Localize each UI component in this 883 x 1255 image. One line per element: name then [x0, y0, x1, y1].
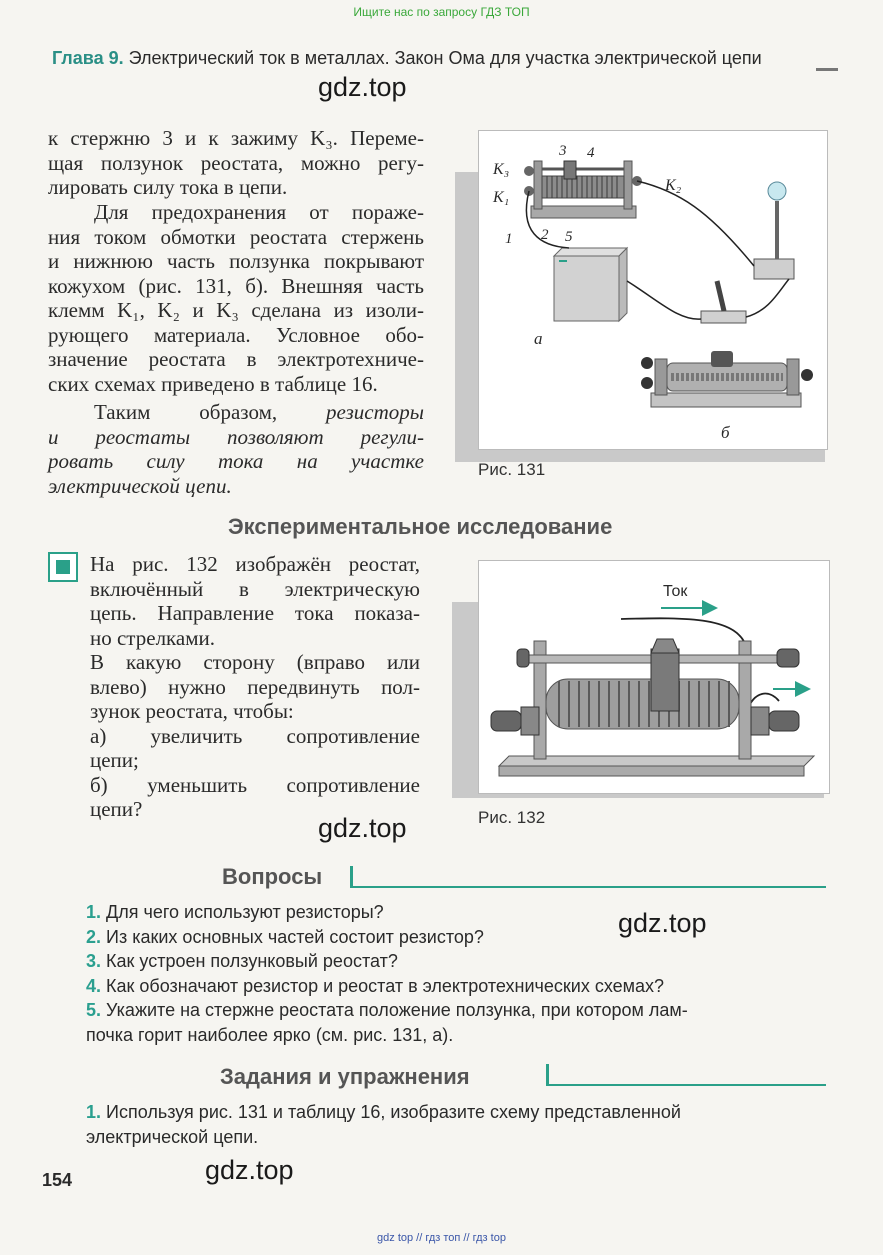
text-line: значение реостата в электротехниче-	[48, 347, 424, 371]
text-line: электрической цепи.	[48, 473, 232, 498]
text-line: кожухом (рис. 131, б). Внешняя часть	[48, 273, 424, 298]
item-number: 3.	[86, 951, 102, 971]
item-text: Используя рис. 131 и таблицу 16, изобразите схему представленной	[106, 1102, 681, 1122]
figure-131-caption: Рис. 131	[478, 460, 546, 479]
item-number: 2.	[86, 926, 102, 947]
list-item	[86, 998, 831, 1023]
text-line: но стрелками.	[90, 625, 216, 650]
label-5: 5	[565, 229, 573, 245]
experiment-text	[90, 552, 420, 822]
figure-131	[478, 130, 828, 450]
text-line: щая ползунок реостата, можно регу-	[48, 150, 424, 175]
figure-131-illustration	[479, 131, 827, 449]
list-item	[86, 1100, 831, 1125]
chapter-title: Электрический ток в металлах. Закон Ома для участка электрической цепи	[128, 48, 762, 68]
questions-heading: Вопросы	[222, 864, 323, 889]
item-number: 4.	[86, 975, 102, 996]
questions-list	[86, 900, 831, 1047]
item-text: Для чего используют резисторы?	[106, 902, 384, 922]
label-3: 3	[559, 143, 567, 159]
watermark: gdz.top	[318, 72, 407, 102]
label-a: а	[534, 329, 543, 348]
text-line: б) уменьшить сопротивление	[90, 772, 420, 797]
page-number: 154	[42, 1170, 73, 1190]
item-text: Из каких основных частей состоит резистор?	[106, 926, 484, 947]
chapter-label: Глава 9.	[52, 48, 124, 68]
tasks-heading: Задания и упражнения	[220, 1064, 470, 1089]
item-number: 1.	[86, 1102, 102, 1122]
text-line: цепи?	[90, 797, 143, 821]
text-line: ния током обмотки реостата стержень	[48, 224, 424, 249]
list-item	[86, 925, 831, 950]
experiment-heading: Экспериментальное исследование	[228, 514, 613, 539]
text-line: включённый в электрическую	[90, 576, 420, 601]
label-1: 1	[505, 231, 513, 247]
figure-132-illustration	[479, 561, 829, 793]
label-k2: K₂	[665, 177, 682, 194]
item-text: Укажите на стержне реостата положение ползунка, при котором лам-	[106, 1000, 688, 1020]
heading-rule	[350, 866, 353, 888]
italic-text: резисторы	[326, 400, 424, 424]
text-line: клемм K₁, K₂ и K₃ сделана из изоли-	[48, 298, 424, 322]
tasks-list	[86, 1100, 831, 1149]
experiment-icon	[48, 552, 78, 582]
figure-132	[478, 560, 830, 794]
heading-rule	[350, 886, 826, 888]
paragraph-2	[48, 200, 424, 396]
item-text: Как обозначают резистор и реостат в электротехнических схемах?	[106, 975, 665, 996]
list-item-continuation: почка горит наиболее ярко (см. рис. 131, а).	[86, 1024, 454, 1045]
list-item	[86, 900, 831, 925]
watermark: gdz.top	[318, 813, 407, 843]
label-4: 4	[587, 145, 595, 161]
search-banner: Ищите нас по запросу ГДЗ ТОП	[353, 5, 530, 19]
label-b: б	[721, 423, 730, 442]
text-line: ровать силу тока на участке	[48, 449, 424, 473]
heading-rule	[546, 1084, 826, 1086]
label-2: 2	[541, 227, 549, 243]
text-line: а) увеличить сопротивление	[90, 723, 420, 748]
text-line: к стержню 3 и к зажиму K₃. Переме-	[48, 126, 424, 150]
list-item	[86, 974, 831, 999]
watermark: gdz.top	[618, 908, 707, 938]
figure-132-caption: Рис. 132	[478, 808, 546, 827]
paragraph-1	[48, 126, 424, 200]
text-line	[48, 400, 424, 425]
label-k3: K₃	[493, 161, 510, 178]
item-number: 5.	[86, 1000, 102, 1020]
footer-links[interactable]: gdz top // гдз топ // гдз top	[377, 1232, 506, 1244]
text-line: и реостаты позволяют регули-	[48, 424, 424, 449]
label-k1: K₁	[493, 189, 510, 206]
list-item-continuation: электрической цепи.	[86, 1126, 259, 1147]
item-text: Как устроен ползунковый реостат?	[106, 951, 398, 971]
text-line: лировать силу тока в цепи.	[48, 175, 288, 199]
text-line: цепи;	[90, 748, 139, 772]
watermark: gdz.top	[205, 1155, 294, 1185]
plain-text: Таким образом,	[94, 400, 278, 424]
list-item	[86, 949, 831, 974]
current-label: Ток	[663, 583, 688, 600]
text-line: На рис. 132 изображён реостат,	[90, 552, 420, 576]
text-line: Для предохранения от пораже-	[94, 200, 424, 224]
item-number: 1.	[86, 902, 102, 922]
text-line: рующего материала. Условное обо-	[48, 322, 424, 347]
text-line: влево) нужно передвинуть пол-	[90, 674, 420, 699]
heading-rule	[546, 1064, 549, 1086]
text-line: ских схемах приведено в таблице 16.	[48, 371, 378, 396]
text-line: цепь. Направление тока показа-	[90, 601, 420, 625]
chapter-header	[52, 48, 837, 69]
text-line: и нижнюю часть ползунка покрывают	[48, 249, 424, 273]
text-line: В какую сторону (вправо или	[90, 650, 420, 674]
text-line: зунок реостата, чтобы:	[90, 699, 294, 723]
paragraph-3	[48, 400, 424, 498]
chapter-rule	[816, 68, 838, 71]
